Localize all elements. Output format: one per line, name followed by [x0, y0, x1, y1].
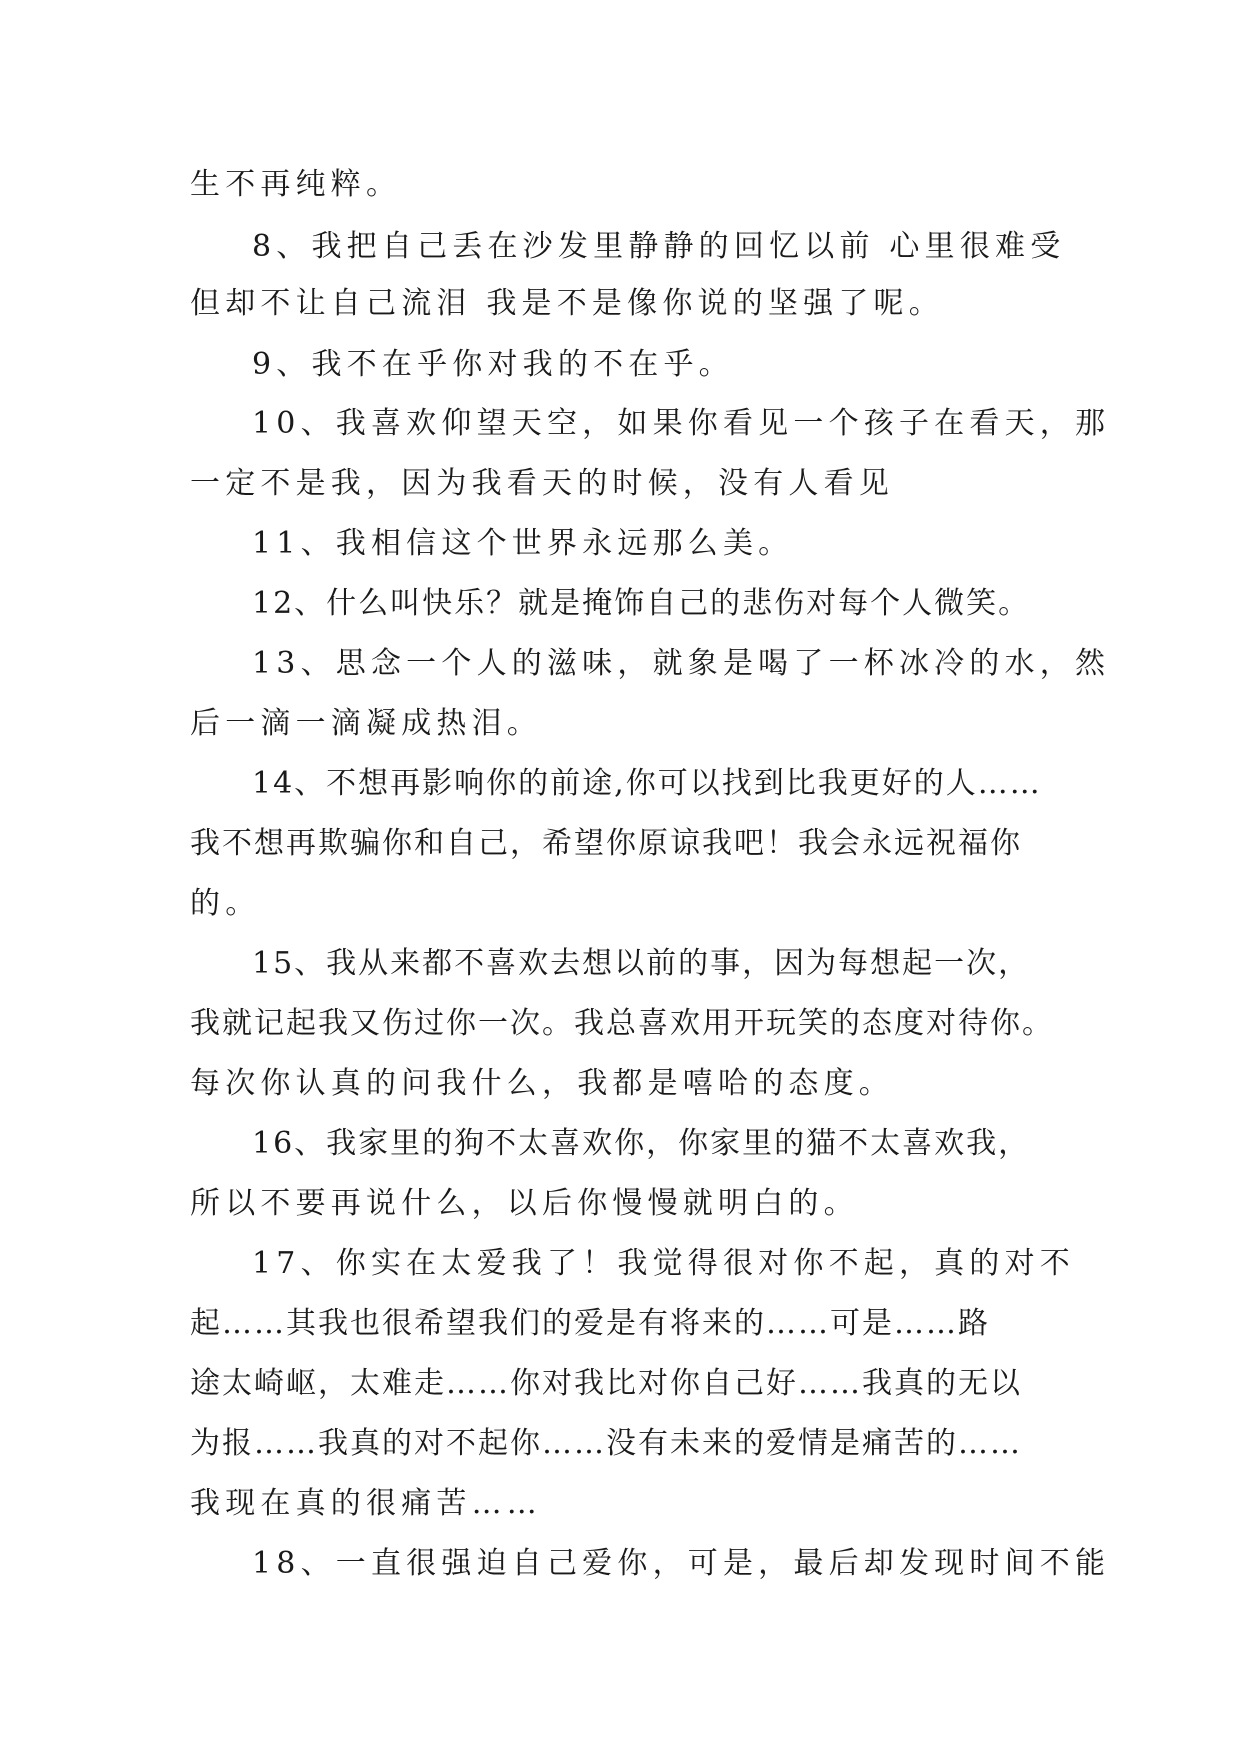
text-line: 12、什么叫快乐？就是掩饰自己的悲伤对每个人微笑。	[252, 586, 1031, 621]
text-line: 15、我从来都不喜欢去想以前的事，因为每想起一次，	[252, 946, 1031, 981]
text-line: 我就记起我又伤过你一次。我总喜欢用开玩笑的态度对待你。	[190, 1006, 1054, 1041]
text-line: 所以不要再说什么，以后你慢慢就明白的。	[190, 1186, 859, 1221]
text-line: 8、我把自己丢在沙发里静静的回忆以前 心里很难受	[252, 229, 1066, 264]
text-line: 但却不让自己流泪 我是不是像你说的坚强了呢。	[190, 286, 944, 321]
text-line: 起……其我也很希望我们的爱是有将来的……可是……路	[190, 1306, 990, 1341]
text-line: 17、你实在太爱我了！我觉得很对你不起，真的对不	[252, 1246, 1075, 1281]
text-line: 我不想再欺骗你和自己，希望你原谅我吧！我会永远祝福你	[190, 826, 1022, 861]
text-line: 13、思念一个人的滋味，就象是喝了一杯冰冷的水，然	[252, 646, 1111, 681]
text-line: 生不再纯粹。	[190, 167, 402, 202]
text-line: 10、我喜欢仰望天空，如果你看见一个孩子在看天，那	[252, 406, 1111, 441]
text-line: 9、我不在乎你对我的不在乎。	[252, 347, 734, 382]
text-line: 每次你认真的问我什么，我都是嘻哈的态度。	[190, 1066, 894, 1101]
text-line: 16、我家里的狗不太喜欢你，你家里的猫不太喜欢我，	[252, 1126, 1031, 1161]
text-line: 14、不想再影响你的前途,你可以找到比我更好的人……	[252, 766, 1042, 801]
text-line: 为报……我真的对不起你……没有未来的爱情是痛苦的……	[190, 1426, 1022, 1461]
text-line: 后一滴一滴凝成热泪。	[190, 706, 542, 741]
text-line: 我现在真的很痛苦……	[190, 1486, 542, 1521]
text-line: 途太崎岖，太难走……你对我比对你自己好……我真的无以	[190, 1366, 1022, 1401]
text-line: 11、我相信这个世界永远那么美。	[252, 526, 794, 561]
text-line: 一定不是我，因为我看天的时候，没有人看见	[190, 466, 894, 501]
text-line: 的。	[190, 886, 261, 921]
text-line: 18、一直很强迫自己爱你，可是，最后却发现时间不能	[252, 1546, 1111, 1581]
